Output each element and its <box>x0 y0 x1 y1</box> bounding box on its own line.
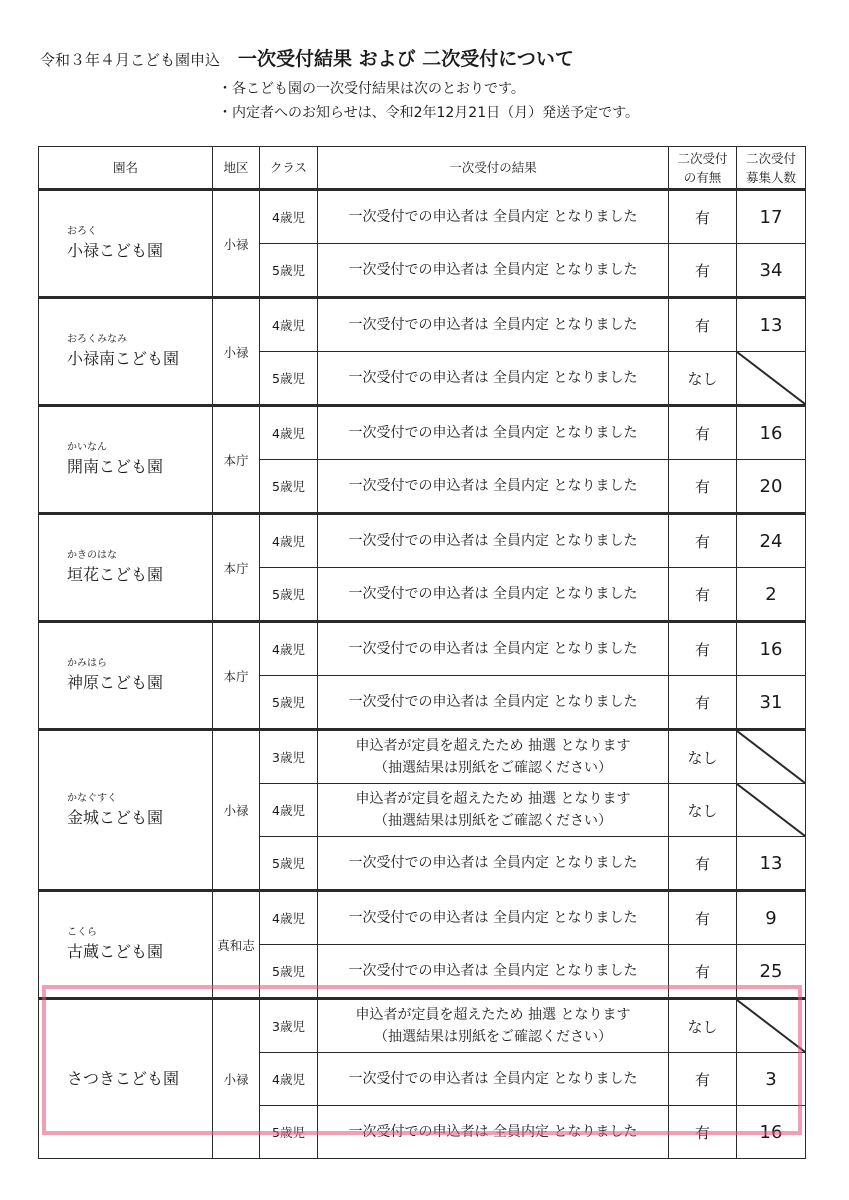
table-row <box>39 891 806 945</box>
second-flag-cell: 有 <box>669 298 737 352</box>
not-applicable-slash <box>737 784 806 837</box>
school-name-cell <box>39 514 213 622</box>
class-cell: 5歳児 <box>260 1106 318 1159</box>
district-cell: 小禄 <box>213 298 260 406</box>
result-text-line: 一次受付での申込者は 全員内定 となりました <box>348 855 638 871</box>
school-group <box>39 999 806 1159</box>
second-flag-cell: 有 <box>669 514 737 568</box>
second-count-cell: 25 <box>737 945 806 999</box>
table-row <box>39 999 806 1053</box>
header-second-count <box>737 147 806 190</box>
second-flag-cell: 有 <box>669 460 737 514</box>
district-cell: 小禄 <box>213 999 260 1159</box>
second-count-cell: 16 <box>737 622 806 676</box>
second-flag-cell: なし <box>669 352 737 406</box>
second-count-cell: 34 <box>737 244 806 298</box>
school-group <box>39 406 806 514</box>
not-applicable-slash <box>737 730 806 784</box>
header-name: 園名 <box>39 147 213 190</box>
result-cell <box>318 514 669 568</box>
school-name-cell <box>39 190 213 298</box>
note-line: ・内定者へのお知らせは、令和2年12月21日（月）発送予定です。 <box>218 105 639 121</box>
school-ruby: こくら <box>67 927 97 938</box>
second-flag-cell: 有 <box>669 244 737 298</box>
class-cell: 4歳児 <box>260 891 318 945</box>
table-row <box>39 298 806 352</box>
second-flag-cell: なし <box>669 999 737 1053</box>
diagonal-slash-icon <box>737 731 805 783</box>
result-cell <box>318 298 669 352</box>
class-cell: 3歳児 <box>260 999 318 1053</box>
result-cell <box>318 1106 669 1159</box>
class-cell: 5歳児 <box>260 837 318 891</box>
class-cell: 4歳児 <box>260 514 318 568</box>
class-cell: 4歳児 <box>260 298 318 352</box>
header-second-flag-line1: 二次受付 <box>677 150 728 166</box>
district-cell: 真和志 <box>213 891 260 999</box>
result-cell <box>318 837 669 891</box>
class-cell: 5歳児 <box>260 352 318 406</box>
result-cell <box>318 999 669 1053</box>
table-row <box>39 190 806 244</box>
second-count-cell: 24 <box>737 514 806 568</box>
result-text-line: 一次受付での申込者は 全員内定 となりました <box>348 1071 638 1087</box>
result-cell <box>318 784 669 837</box>
second-count-cell: 3 <box>737 1053 806 1106</box>
result-text-line: 一次受付での申込者は 全員内定 となりました <box>348 317 638 333</box>
table-header-row <box>39 147 806 190</box>
table-row <box>39 622 806 676</box>
second-flag-cell: 有 <box>669 891 737 945</box>
second-count-cell: 13 <box>737 837 806 891</box>
class-cell: 4歳児 <box>260 622 318 676</box>
second-flag-cell: 有 <box>669 622 737 676</box>
header-second-count-line2: 募集人数 <box>745 169 796 185</box>
not-applicable-slash <box>737 352 806 406</box>
class-cell: 5歳児 <box>260 244 318 298</box>
result-cell <box>318 352 669 406</box>
header-class: クラス <box>260 147 318 190</box>
second-count-cell: 16 <box>737 406 806 460</box>
second-count-cell: 9 <box>737 891 806 945</box>
school-name: 垣花こども園 <box>67 565 164 584</box>
result-text-line: 一次受付での申込者は 全員内定 となりました <box>348 586 638 602</box>
results-table <box>38 146 806 1159</box>
result-text-line: 一次受付での申込者は 全員内定 となりました <box>348 370 638 386</box>
result-cell <box>318 1053 669 1106</box>
header-district: 地区 <box>213 147 260 190</box>
title-prefix: 令和３年４月こども園申込 <box>40 51 221 69</box>
result-text-line: 一次受付での申込者は 全員内定 となりました <box>348 209 638 225</box>
not-applicable-slash <box>737 999 806 1053</box>
diagonal-slash-icon <box>737 352 805 404</box>
second-count-cell: 16 <box>737 1106 806 1159</box>
result-text-line: （抽選結果は別紙をご確認ください） <box>374 1029 612 1045</box>
result-text-line: 申込者が定員を超えたため 抽選 となります <box>355 1007 631 1023</box>
second-count-cell: 13 <box>737 298 806 352</box>
result-cell <box>318 676 669 730</box>
table-row <box>39 514 806 568</box>
second-count-cell: 31 <box>737 676 806 730</box>
header-result: 一次受付の結果 <box>318 147 669 190</box>
result-text-line: （抽選結果は別紙をご確認ください） <box>374 760 612 776</box>
result-cell <box>318 730 669 784</box>
result-cell <box>318 891 669 945</box>
class-cell: 4歳児 <box>260 406 318 460</box>
table-row <box>39 406 806 460</box>
school-ruby: かいなん <box>67 442 107 453</box>
second-flag-cell: 有 <box>669 406 737 460</box>
result-cell <box>318 190 669 244</box>
district-cell: 小禄 <box>213 190 260 298</box>
result-text-line: 一次受付での申込者は 全員内定 となりました <box>348 963 638 979</box>
diagonal-slash-icon <box>737 1000 805 1052</box>
result-text-line: 申込者が定員を超えたため 抽選 となります <box>355 738 631 754</box>
document-title <box>40 44 820 71</box>
school-name: 金城こども園 <box>67 807 164 827</box>
title-main: 一次受付結果 および 二次受付について <box>238 48 574 70</box>
result-cell <box>318 244 669 298</box>
school-name: 小禄こども園 <box>67 241 164 260</box>
second-flag-cell: 有 <box>669 1106 737 1159</box>
diagonal-slash-icon <box>737 784 805 836</box>
header-second-flag-line2: の有無 <box>683 169 722 185</box>
class-cell: 3歳児 <box>260 730 318 784</box>
school-name-cell <box>39 999 213 1159</box>
second-flag-cell: 有 <box>669 945 737 999</box>
second-flag-cell: 有 <box>669 568 737 622</box>
second-flag-cell: 有 <box>669 676 737 730</box>
class-cell: 5歳児 <box>260 945 318 999</box>
district-cell: 小禄 <box>213 730 260 891</box>
school-ruby: かみはら <box>67 658 107 669</box>
second-flag-cell: 有 <box>669 1053 737 1106</box>
result-text-line: 一次受付での申込者は 全員内定 となりました <box>348 262 638 278</box>
school-name: 開南こども園 <box>67 457 164 476</box>
result-text-line: 一次受付での申込者は 全員内定 となりました <box>348 694 638 710</box>
district-cell: 本庁 <box>213 622 260 730</box>
class-cell: 4歳児 <box>260 1053 318 1106</box>
result-text-line: 一次受付での申込者は 全員内定 となりました <box>348 478 638 494</box>
class-cell: 4歳児 <box>260 784 318 837</box>
result-text-line: （抽選結果は別紙をご確認ください） <box>374 813 612 829</box>
school-ruby: おろく <box>67 226 97 237</box>
school-group <box>39 622 806 730</box>
school-name: 神原こども園 <box>67 673 164 692</box>
class-cell: 5歳児 <box>260 676 318 730</box>
class-cell: 5歳児 <box>260 460 318 514</box>
school-name-cell <box>39 406 213 514</box>
second-flag-cell: なし <box>669 784 737 837</box>
result-text-line: 一次受付での申込者は 全員内定 となりました <box>348 641 638 657</box>
second-flag-cell: なし <box>669 730 737 784</box>
school-group <box>39 891 806 999</box>
result-cell <box>318 406 669 460</box>
result-text-line: 申込者が定員を超えたため 抽選 となります <box>355 791 631 807</box>
result-text-line: 一次受付での申込者は 全員内定 となりました <box>348 910 638 926</box>
second-count-cell: 20 <box>737 460 806 514</box>
class-cell: 5歳児 <box>260 568 318 622</box>
result-cell <box>318 568 669 622</box>
district-cell: 本庁 <box>213 514 260 622</box>
second-flag-cell: 有 <box>669 190 737 244</box>
school-name: 古蔵こども園 <box>67 942 164 961</box>
table-row <box>39 730 806 784</box>
school-ruby: かなぐすく <box>67 792 117 804</box>
school-group <box>39 730 806 891</box>
class-cell: 4歳児 <box>260 190 318 244</box>
school-name: 小禄南こども園 <box>67 349 180 368</box>
district-cell: 本庁 <box>213 406 260 514</box>
header-second-count-line1: 二次受付 <box>745 150 796 166</box>
second-count-cell: 2 <box>737 568 806 622</box>
school-ruby: かきのはな <box>67 550 117 561</box>
school-name-cell <box>39 891 213 999</box>
result-text-line: 一次受付での申込者は 全員内定 となりました <box>348 425 638 441</box>
second-count-cell: 17 <box>737 190 806 244</box>
school-name: さつきこども園 <box>67 1069 180 1088</box>
note-line: ・各こども園の一次受付結果は次のとおりです。 <box>218 81 525 97</box>
school-ruby: おろくみなみ <box>67 334 127 345</box>
result-cell <box>318 460 669 514</box>
school-group <box>39 514 806 622</box>
school-name-cell <box>39 298 213 406</box>
result-cell <box>318 945 669 999</box>
second-flag-cell: 有 <box>669 837 737 891</box>
result-cell <box>318 622 669 676</box>
school-name-cell <box>39 730 213 891</box>
school-name-cell <box>39 622 213 730</box>
result-text-line: 一次受付での申込者は 全員内定 となりました <box>348 1124 638 1140</box>
header-second-flag <box>669 147 737 190</box>
school-group <box>39 298 806 406</box>
school-group <box>39 190 806 298</box>
result-text-line: 一次受付での申込者は 全員内定 となりました <box>348 533 638 549</box>
